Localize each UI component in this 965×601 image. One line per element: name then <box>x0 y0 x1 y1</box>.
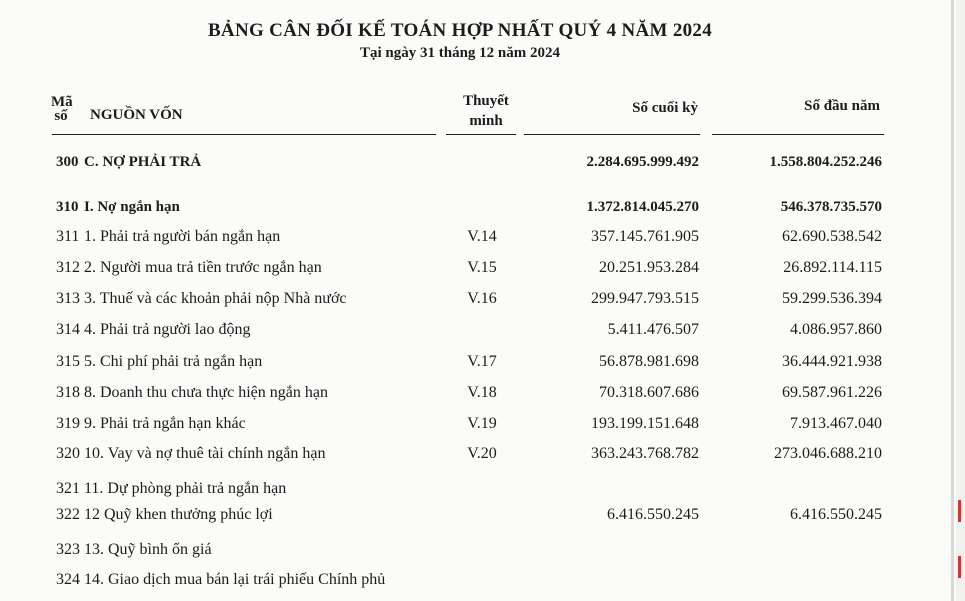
table-row <box>0 353 965 375</box>
row-end-value: 357.145.761.905 <box>591 228 699 245</box>
table-row <box>0 154 965 176</box>
row-code: 318 <box>56 384 80 401</box>
row-end-value: 363.243.768.782 <box>591 445 699 462</box>
table-row <box>0 415 965 437</box>
page-subtitle: Tại ngày 31 tháng 12 năm 2024 <box>359 45 561 61</box>
table-row <box>0 290 965 312</box>
table-row <box>0 541 965 563</box>
row-label: 9. Phải trả ngắn hạn khác <box>84 415 246 432</box>
header-divider <box>712 134 884 135</box>
column-header-start-balance: Số đầu năm <box>804 98 880 114</box>
column-header-note-line2: minh <box>469 113 503 129</box>
binding-mark <box>958 500 961 522</box>
row-start-value: 59.299.536.394 <box>782 290 882 307</box>
column-header-source: NGUỒN VỐN <box>90 107 183 123</box>
row-note: V.20 <box>467 445 497 462</box>
row-start-value: 4.086.957.860 <box>790 321 882 338</box>
row-code: 300 <box>56 154 79 170</box>
row-end-value: 20.251.953.284 <box>599 259 699 276</box>
row-end-value: 6.416.550.245 <box>607 506 699 523</box>
row-code: 321 <box>56 480 80 497</box>
row-label: 14. Giao dịch mua bán lại trái phiếu Chính phủ <box>84 571 386 588</box>
binding-mark <box>958 556 961 578</box>
table-row <box>0 259 965 281</box>
table-row <box>0 506 965 528</box>
table-row <box>0 228 965 250</box>
table-row <box>0 199 965 221</box>
row-code: 310 <box>56 199 79 215</box>
table-row <box>0 571 965 593</box>
row-end-value: 56.878.981.698 <box>599 353 699 370</box>
header-divider <box>524 134 700 135</box>
row-start-value: 26.892.114.115 <box>783 259 882 276</box>
row-start-value: 273.046.688.210 <box>774 445 882 462</box>
row-end-value: 2.284.695.999.492 <box>586 154 699 170</box>
row-label: 2. Người mua trả tiền trước ngắn hạn <box>84 259 322 276</box>
row-label: 4. Phải trả người lao động <box>84 321 251 338</box>
row-note: V.16 <box>467 290 497 307</box>
row-start-value: 36.444.921.938 <box>782 353 882 370</box>
column-header-end-balance: Số cuối kỳ <box>632 100 698 116</box>
header-divider <box>446 134 516 135</box>
row-note: V.14 <box>467 228 497 245</box>
row-label: 5. Chi phí phải trả ngắn hạn <box>84 353 263 370</box>
row-note: V.18 <box>467 384 497 401</box>
row-code: 311 <box>56 228 80 245</box>
page-edge <box>951 0 954 601</box>
column-header-note-line1: Thuyết <box>463 93 509 109</box>
header-divider <box>52 134 436 135</box>
row-end-value: 70.318.607.686 <box>599 384 699 401</box>
row-code: 315 <box>56 353 80 370</box>
table-row <box>0 384 965 406</box>
page-title: BẢNG CÂN ĐỐI KẾ TOÁN HỢP NHẤT QUÝ 4 NĂM 2024 <box>207 20 713 41</box>
row-end-value: 5.411.476.507 <box>607 321 699 338</box>
row-label: I. Nợ ngắn hạn <box>84 199 180 215</box>
row-label: 13. Quỹ bình ổn giá <box>84 541 212 558</box>
row-label: 8. Doanh thu chưa thực hiện ngắn hạn <box>84 384 328 401</box>
table-row <box>0 321 965 343</box>
row-end-value: 299.947.793.515 <box>591 290 699 307</box>
row-code: 322 <box>56 506 80 523</box>
column-header-code <box>51 95 71 123</box>
row-start-value: 546.378.735.570 <box>780 199 882 215</box>
row-start-value: 7.913.467.040 <box>790 415 882 432</box>
row-code: 324 <box>56 571 80 588</box>
row-code: 312 <box>56 259 80 276</box>
row-label: C. NỢ PHẢI TRẢ <box>84 154 202 170</box>
row-label: 12 Quỹ khen thưởng phúc lợi <box>84 506 273 523</box>
row-end-value: 1.372.814.045.270 <box>586 199 699 215</box>
row-note: V.17 <box>467 353 497 370</box>
row-note: V.15 <box>467 259 497 276</box>
row-code: 320 <box>56 445 80 462</box>
row-start-value: 69.587.961.226 <box>782 384 882 401</box>
row-label: 11. Dự phòng phải trả ngắn hạn <box>84 480 287 497</box>
row-label: 1. Phải trả người bán ngắn hạn <box>84 228 281 245</box>
row-code: 313 <box>56 290 80 307</box>
row-label: 10. Vay và nợ thuê tài chính ngắn hạn <box>84 445 326 462</box>
row-note: V.19 <box>467 415 497 432</box>
row-start-value: 62.690.538.542 <box>782 228 882 245</box>
column-header-code-line2: số <box>54 108 68 124</box>
row-label: 3. Thuế và các khoản phải nộp Nhà nước <box>84 290 347 307</box>
row-code: 323 <box>56 541 80 558</box>
column-header-code-line1: Mã <box>51 94 73 110</box>
column-header-note <box>446 91 526 131</box>
table-row <box>0 480 965 502</box>
row-start-value: 6.416.550.245 <box>790 506 882 523</box>
row-code: 314 <box>56 321 80 338</box>
row-code: 319 <box>56 415 80 432</box>
table-row <box>0 445 965 467</box>
row-start-value: 1.558.804.252.246 <box>769 154 882 170</box>
row-end-value: 193.199.151.648 <box>591 415 699 432</box>
